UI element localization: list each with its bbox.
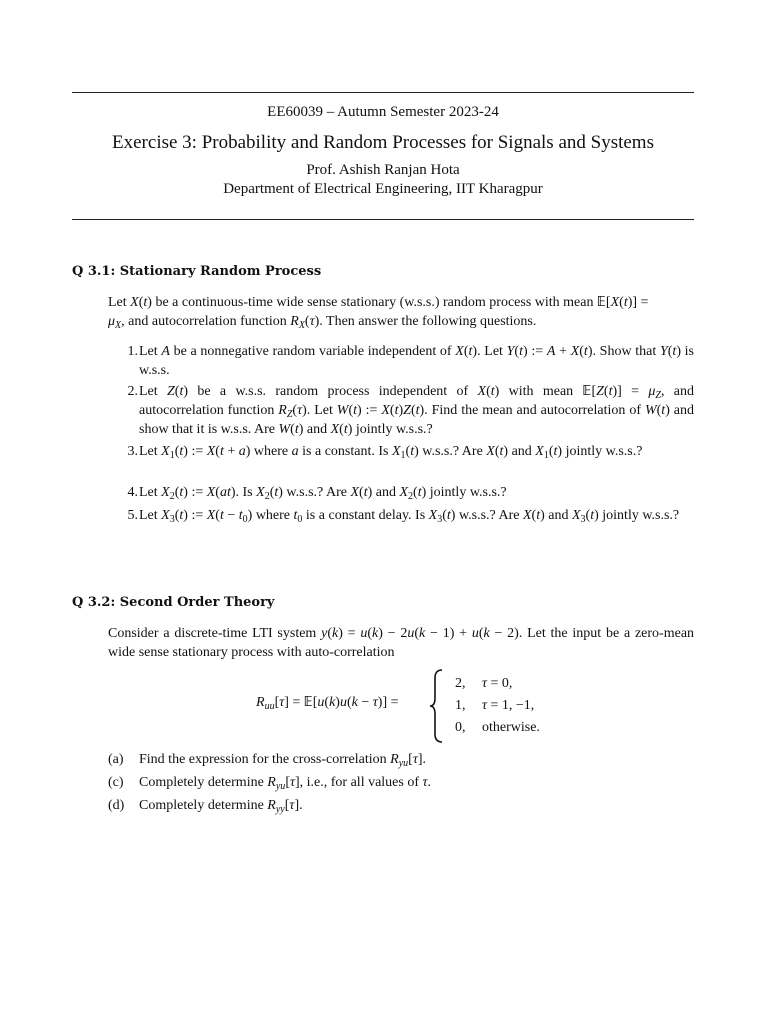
part-text: Find the expression for the cross-correlation $R_{yu}[\tau]$.	[139, 752, 427, 769]
case-value: 0,	[455, 720, 466, 735]
case-value: 2,	[455, 676, 466, 691]
item-text: Let $X_1(t)$ := X(t + a) where a is a constant. Is $X_1(t)$ w.s.s.? Are X(t) and $X_1(t)$ jointly w.s.s.?	[139, 444, 643, 461]
case-condition: τ = 0,	[482, 676, 513, 691]
header-bottom-rule	[72, 219, 694, 220]
part-label: (d)	[108, 798, 125, 813]
item-number: 2.	[127, 384, 138, 399]
item-number: 3.	[127, 444, 138, 459]
autocorrelation-cases	[455, 673, 540, 739]
page-title: Exercise 3: Probability and Random Processes for Signals and Systems	[112, 132, 654, 153]
part-text: Completely determine $R_{yy}[\tau]$.	[139, 798, 303, 815]
q1-heading: Q 3.1: Stationary Random Process	[72, 264, 322, 279]
left-brace	[428, 668, 444, 744]
case-condition: otherwise.	[482, 720, 540, 735]
item-text: Let $X_2(t)$ := X(at). Is $X_2(t)$ w.s.s.? Are X(t) and $X_2(t)$ jointly w.s.s.?	[139, 485, 507, 502]
part-text: Completely determine $R_{yu}[\tau]$, i.e., for all values of τ.	[139, 775, 432, 792]
case-condition: τ = 1, −1,	[482, 698, 535, 713]
item-number: 4.	[127, 485, 138, 500]
case-value: 1,	[455, 698, 466, 713]
course-line: EE60039 – Autumn Semester 2023-24	[267, 104, 499, 120]
case-row	[455, 673, 540, 695]
q2-intro	[108, 624, 694, 662]
top-rule	[72, 92, 694, 93]
part-label: (a)	[108, 752, 124, 767]
instructor-name: Prof. Ashish Ranjan Hota	[306, 162, 460, 178]
q2-heading: Q 3.2: Second Order Theory	[72, 595, 275, 610]
item-number: 1.	[127, 344, 138, 359]
case-row	[455, 717, 540, 739]
q1-intro-text: Let X(t) be a continuous-time wide sense stationary (w.s.s.) random process with mean 𝔼[X(t)] = $\mu_X$, and autocorrelation function $R_X(\tau)$. Then answer the following questions.	[108, 295, 649, 331]
item-text: Let $X_3(t)$ := $X(t - t_0)$ where $t_0$ is a constant delay. Is $X_3(t)$ w.s.s.? Are X(t) and $X_3(t)$ jointly w.s.s.?	[139, 508, 680, 525]
department-name: Department of Electrical Engineering, IIT Kharagpur	[223, 181, 543, 197]
q1-intro	[108, 293, 694, 331]
item-number: 5.	[127, 508, 138, 523]
part-label: (c)	[108, 775, 124, 790]
case-row	[455, 695, 540, 717]
item-text: Let Z(t) be a w.s.s. random process independent of X(t) with mean 𝔼[Z(t)] = $\mu_Z$, and autocorrelation function $R_Z(\tau)$. Let W(t) := X(t)Z(t). Find the mean and autocorrelation of W(t) and show that it is w.s.s. Are W(t) and X(t) jointly w.s.s.?	[139, 384, 695, 437]
q2-intro-text: Consider a discrete-time LTI system y(k) = u(k) − 2u(k − 1) + u(k − 2). Let the input be a zero-mean wide sense stationary process with auto-correlation	[108, 626, 695, 660]
autocorrelation-lhs: $R_{uu}[\tau]$ = 𝔼[u(k)u(k − τ)] =	[256, 695, 399, 712]
item-text: Let A be a nonnegative random variable independent of X(t). Let Y(t) := A + X(t). Show that Y(t) is w.s.s.	[139, 344, 695, 378]
